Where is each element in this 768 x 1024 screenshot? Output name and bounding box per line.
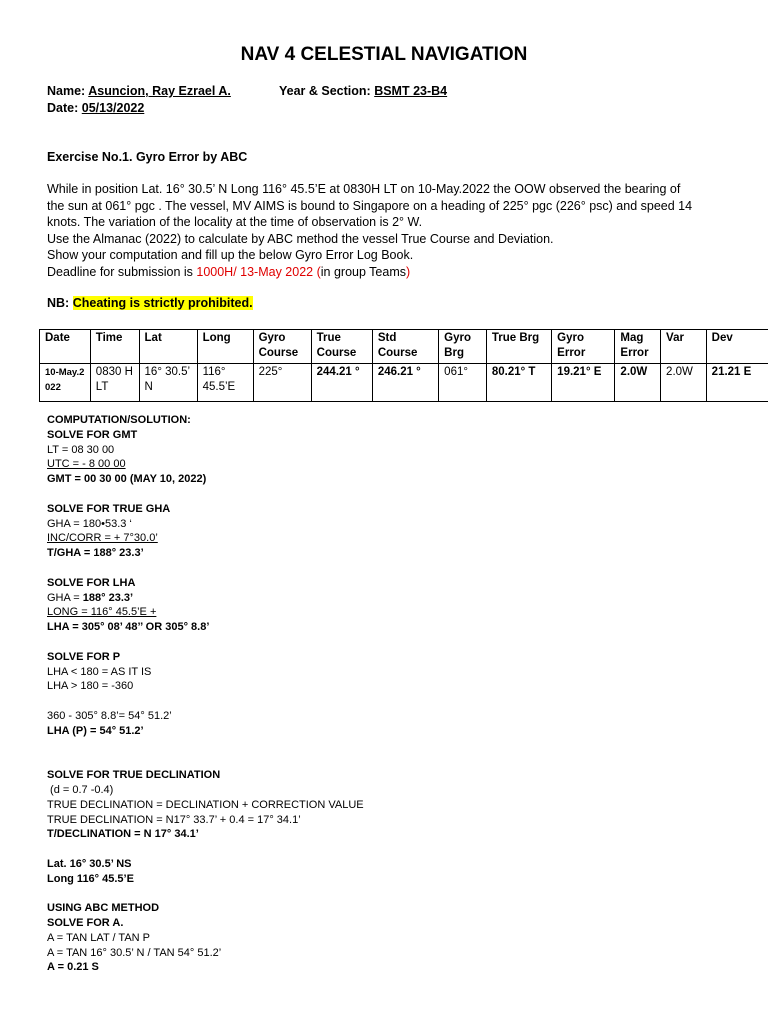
cell-true-brg: 80.21° T xyxy=(486,364,551,402)
deadline-close: ) xyxy=(406,264,411,279)
cell-gyro-course: 225° xyxy=(253,364,311,402)
lat-line: Lat. 16° 30.5’ NS xyxy=(47,857,132,870)
header-gyro-course: Gyro Course xyxy=(253,330,311,364)
page-title: NAV 4 CELESTIAL NAVIGATION xyxy=(240,44,528,65)
solution-heading: COMPUTATION/SOLUTION: xyxy=(47,414,191,426)
solution-line: INC/CORR = + 7°30.0’ xyxy=(47,532,158,545)
table-row xyxy=(40,364,768,402)
cell-dev: 21.21 E xyxy=(706,364,768,402)
solution-line-value: 188° 23.3’ xyxy=(82,591,134,604)
header-mag-error: Mag Error xyxy=(615,330,661,364)
lha-heading: SOLVE FOR LHA xyxy=(47,576,136,589)
deadline-line xyxy=(47,264,727,281)
deadline-prefix: Deadline for submission is xyxy=(47,264,197,279)
solution-line-label: GHA = xyxy=(47,591,83,604)
paragraph-line: While in position Lat. 16° 30.5’ N Long 116° 45.5’E at 0830H LT on 10-May.2022 the OOW observed the bearing of xyxy=(47,182,681,196)
header-time: Time xyxy=(90,330,139,364)
header-date: Date xyxy=(40,330,91,364)
cell-gyro-brg: 061° xyxy=(439,364,487,402)
solution-section xyxy=(47,413,364,975)
gmt-result: GMT = 00 30 00 (MAY 10, 2022) xyxy=(47,473,207,486)
cell-gyro-error: 19.21° E xyxy=(552,364,615,402)
header-std-course: Std Course xyxy=(372,330,438,364)
year-value: BSMT 23-B4 xyxy=(374,84,448,98)
gyro-error-log-table xyxy=(39,329,768,402)
long-line: Long 116° 45.5’E xyxy=(47,872,134,885)
a-heading: SOLVE FOR A. xyxy=(47,917,124,930)
p-result: LHA (P) = 54° 51.2’ xyxy=(47,724,144,737)
declination-result: T/DECLINATION = N 17° 34.1’ xyxy=(47,828,199,841)
deadline-date: 1000H/ 13-May 2022 ( xyxy=(196,264,321,279)
solution-line: UTC = - 8 00 00 xyxy=(47,458,126,471)
solution-line: LT = 08 30 00 xyxy=(47,443,115,456)
solution-line: TRUE DECLINATION = N17° 33.7’ + 0.4 = 17° 34.1’ xyxy=(47,813,301,826)
date-line xyxy=(47,101,144,115)
cell-time: 0830 H LT xyxy=(90,364,139,402)
exercise-title: Exercise No.1. Gyro Error by ABC xyxy=(47,150,248,164)
gmt-heading: SOLVE FOR GMT xyxy=(47,428,138,441)
solution-line xyxy=(47,591,364,606)
p-heading: SOLVE FOR P xyxy=(47,650,121,663)
cell-true-course: 244.21 ° xyxy=(311,364,372,402)
solution-line: LHA < 180 = AS IT IS xyxy=(47,665,152,678)
solution-line: TRUE DECLINATION = DECLINATION + CORRECTION VALUE xyxy=(47,798,364,811)
nb-note xyxy=(47,296,253,310)
solution-line: LONG = 116° 45.5’E + xyxy=(47,606,157,619)
abc-heading: USING ABC METHOD xyxy=(47,902,160,915)
solution-line: 360 - 305° 8.8’= 54° 51.2’ xyxy=(47,709,172,722)
paragraph-line: Use the Almanac (2022) to calculate by ABC method the vessel True Course and Deviation. xyxy=(47,231,554,246)
date-label: Date: xyxy=(47,101,79,115)
header-true-course: True Course xyxy=(311,330,372,364)
solution-line: A = TAN 16° 30.5’ N / TAN 54° 51.2’ xyxy=(47,946,222,959)
gha-heading: SOLVE FOR TRUE GHA xyxy=(47,502,171,515)
cell-std-course: 246.21 ° xyxy=(372,364,438,402)
solution-line: GHA = 180•53.3 ‘ xyxy=(47,517,132,530)
header-dev: Dev xyxy=(706,330,768,364)
nb-label: NB: xyxy=(47,296,73,310)
lha-result: LHA = 305° 08’ 48’’ OR 305° 8.8’ xyxy=(47,621,210,634)
solution-line: (d = 0.7 -0.4) xyxy=(47,783,114,796)
nb-text: Cheating is strictly prohibited. xyxy=(72,296,253,310)
header-long: Long xyxy=(197,330,253,364)
year-section-line xyxy=(279,84,447,98)
table-header-row xyxy=(40,330,768,364)
header-lat: Lat xyxy=(139,330,197,364)
year-label: Year & Section: xyxy=(279,84,371,98)
cell-long: 116° 45.5’E xyxy=(197,364,253,402)
name-label: Name: xyxy=(47,84,86,98)
name-line xyxy=(47,84,231,98)
cell-lat: 16° 30.5’ N xyxy=(139,364,197,402)
header-true-brg: True Brg xyxy=(486,330,551,364)
header-gyro-brg: Gyro Brg xyxy=(439,330,487,364)
a-result: A = 0.21 S xyxy=(47,961,99,974)
solution-line: LHA > 180 = -360 xyxy=(47,680,134,693)
declination-heading: SOLVE FOR TRUE DECLINATION xyxy=(47,769,221,782)
problem-paragraph xyxy=(47,181,727,280)
gha-result: T/GHA = 188° 23.3’ xyxy=(47,547,144,560)
paragraph-line: the sun at 061° pgc . The vessel, MV AIMS is bound to Singapore on a heading of 225° pgc (226° psc) and speed 14 xyxy=(47,198,693,213)
header-var: Var xyxy=(661,330,707,364)
cell-mag-error: 2.0W xyxy=(615,364,661,402)
paragraph-line: knots. The variation of the locality at the time of observation is 2° W. xyxy=(47,215,423,229)
deadline-location: in group Teams xyxy=(320,264,407,279)
cell-date: 10-May.2022 xyxy=(40,364,91,402)
cell-var: 2.0W xyxy=(661,364,707,402)
name-value: Asuncion, Ray Ezrael A. xyxy=(88,84,231,98)
solution-line: A = TAN LAT / TAN P xyxy=(47,931,151,944)
date-value: 05/13/2022 xyxy=(81,101,145,115)
header-gyro-error: Gyro Error xyxy=(552,330,615,364)
paragraph-line: Show your computation and fill up the below Gyro Error Log Book. xyxy=(47,248,414,262)
